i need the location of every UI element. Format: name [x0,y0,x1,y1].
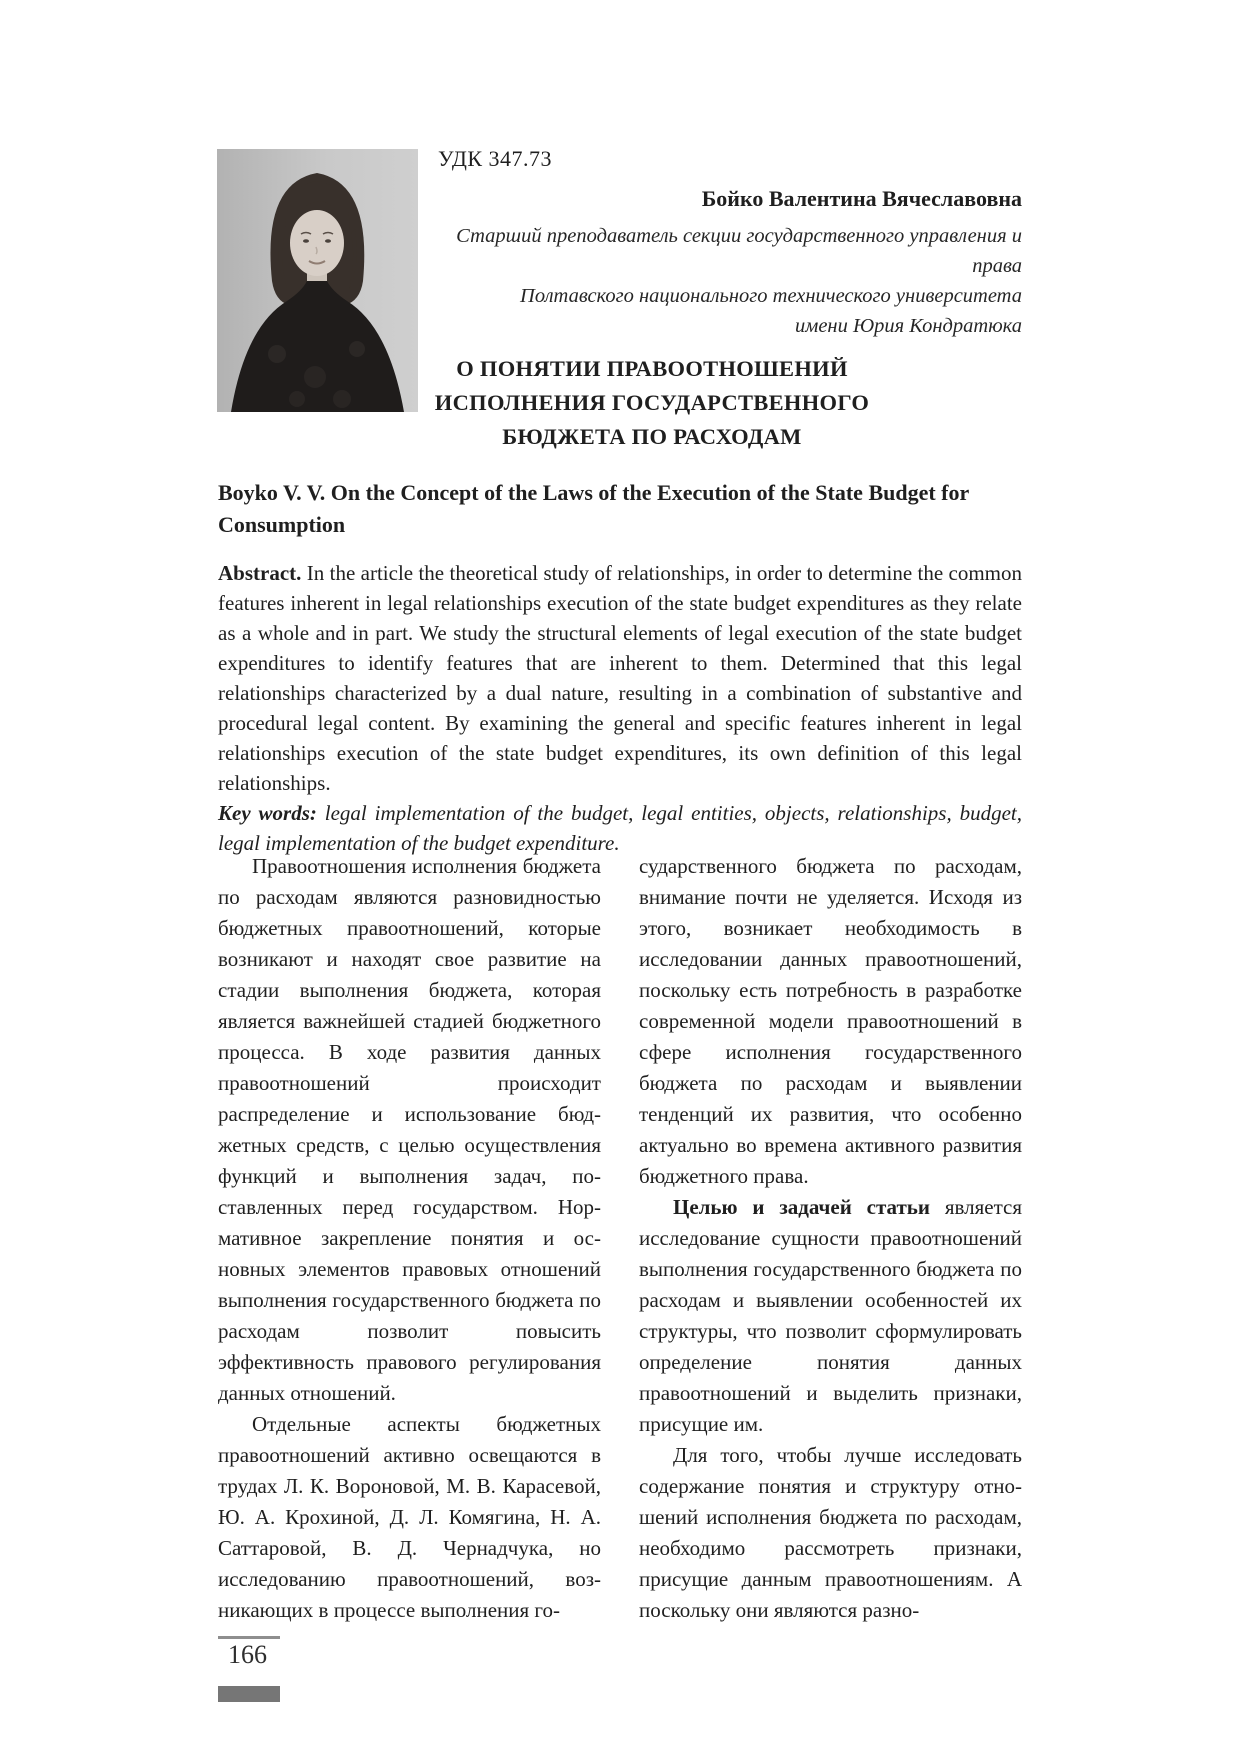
body-columns [218,851,1022,1626]
paragraph-text: Отдельные аспекты бюджетных правоотношений активно освещаются в трудах Л. К. Вороновой, М. В. Карасевой, Ю. А. Крохиной, Д. Л. Комягина, Н. А. Саттаровой, В. Д. Чернадчука, но исследованию правоотношений, возникающих в процессе выполнения го- [218,1412,601,1622]
footer-block [218,1686,280,1702]
paragraph-text: Правоотношения исполнения бюджета по расходам являются разновидностью бюджетных правоотношений, которые возникают и находят свое развитие на стадии выполнения бюджета, которая является важнейшей стадией бюджетного процесса. В ходе развития данных правоотношений происходит распределение и использование бюджетных средств, с целью осуществления функций и выполнения задач, поставленных перед государством. Нормативное закрепление понятия и основных элементов правовых отношений выполнения государственного бюджета по расходам позволит повысить эффективность правового регулирования данных отношений. [218,854,601,1405]
udc-code: УДК 347.73 [438,146,553,171]
page-number: 166 [228,1640,267,1669]
paragraph [639,1192,1022,1440]
right-column [639,851,1022,1626]
author-affiliation-line-1: Старший преподаватель секции государственного управления и права [456,225,1022,277]
title-ru-line-2: ИСПОЛНЕНИЯ ГОСУДАРСТВЕННОГО [434,390,870,415]
paragraph-text: сударственного бюджета по расходам, внимание почти не уделяется. Исходя из этого, возникает необходимость в исследовании данных правоотношений, поскольку есть потребность в разработке современной модели правоотношений в сфере исполнения государственного бюджета по расходам и выявлении тенденций их развития, что особенно актуально во времена активного развития бюджетного права. [639,854,1022,1188]
paragraph [218,1409,601,1626]
paragraph [218,851,601,1409]
title-ru-line-3: БЮДЖЕТА ПО РАСХОДАМ [502,424,802,449]
article-title-en: Boyko V. V. On the Concept of the Laws of the Execution of the State Budget for Consumption [218,480,969,537]
paragraph-text: Для того, чтобы лучше исследовать содержание понятия и структуру отношений исполнения бюджета по расходам, необходимо рассмотреть признаки, присущие данным правоотношениям. А поскольку они являются разно- [639,1443,1022,1622]
abstract-paragraph [218,558,1022,798]
abstract-text: In the article the theoretical study of relationships, in order to determine the common features inherent in legal relationships execution of the state budget expenditures as they relate as a whole and in part. We study the structural elements of legal execution of the state budget expenditures to identify features that are inherent to them. Determined that this legal relationships characterized by a dual nature, resulting in a combination of substantive and procedural legal content. By examining the general and specific features inherent in legal relationships execution of the state budget expenditures, its own definition of this legal relationships. [218,561,1023,795]
keywords-paragraph [218,798,1022,858]
paragraph-lead: Целью и задачей статьи [673,1195,931,1219]
paragraph-text: является исследование сущности правоотношений выполнения государственного бюджета по расходам и выявлении особенностей их структуры, что позволит сформулировать определение понятия данных правоотношений и выделить признаки, присущие им. [639,1195,1023,1436]
title-ru-line-1: О ПОНЯТИИ ПРАВООТНОШЕНИЙ [456,356,848,381]
footer-rule [218,1636,280,1639]
paragraph [639,851,1022,1192]
paragraph [639,1440,1022,1626]
author-name: Бойко Валентина Вячеславовна [701,186,1022,211]
keywords-label: Key words: [218,801,317,825]
keywords-text: legal implementation of the budget, legal entities, objects, relationships, budget, legal implementation of the budget expenditure. [218,801,1022,855]
abstract-label: Abstract. [218,561,302,585]
author-affiliation-line-3: имени Юрия Кондратюка [794,315,1022,337]
author-block [438,186,1022,341]
abstract-block [218,558,1022,858]
author-affiliation-line-2: Полтавского национального технического университета [520,285,1022,307]
left-column [218,851,601,1626]
article-title-ru [350,352,954,454]
